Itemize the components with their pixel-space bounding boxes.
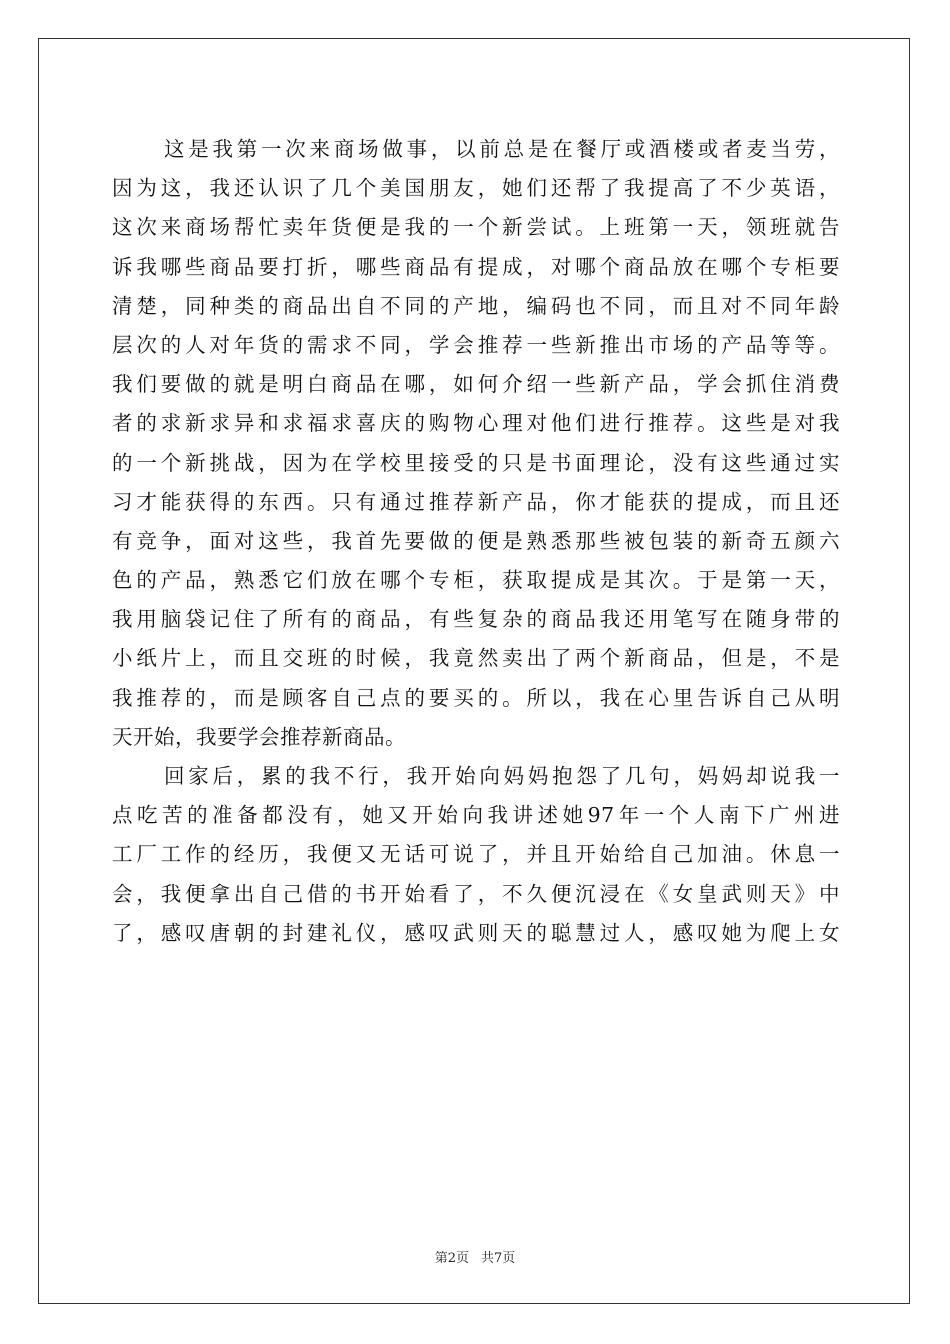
page-number-current: 第2页 — [434, 1251, 469, 1266]
text-line-5: 清楚，同种类的商品出自不同的产地，编码也不同，而且对不同年龄 — [112, 293, 840, 318]
text-line-16: 天开始，我要学会推荐新商品。 — [112, 724, 406, 749]
document-body — [112, 130, 840, 953]
page-footer — [0, 1247, 950, 1266]
text-line-1: 这是我第一次来商场做事，以前总是在餐厅或酒楼或者麦当劳， — [164, 137, 840, 161]
page-number-total: 共7页 — [481, 1251, 516, 1266]
text-line-14: 小纸片上，而且交班的时候，我竟然卖出了两个新商品，但是，不是 — [112, 646, 840, 671]
text-line-7: 我们要做的就是明白商品在哪，如何介绍一些新产品，学会抓住消费 — [112, 372, 840, 397]
text-line-12: 色的产品，熟悉它们放在哪个专柜，获取提成是其次。于是第一天， — [112, 568, 840, 593]
text-line-2: 因为这，我还认识了几个美国朋友，她们还帮了我提高了不少英语， — [112, 176, 840, 201]
text-line-15: 我推荐的，而是顾客自己点的要买的。所以，我在心里告诉自己从明 — [112, 685, 840, 710]
text-line-9: 的一个新挑战，因为在学校里接受的只是书面理论，没有这些通过实 — [112, 450, 840, 475]
text-line-11: 有竞争，面对这些，我首先要做的便是熟悉那些被包装的新奇五颜六 — [112, 528, 840, 553]
text-line-3: 这次来商场帮忙卖年货便是我的一个新尝试。上班第一天，领班就告 — [112, 215, 840, 240]
text-line-6: 层次的人对年货的需求不同，学会推荐一些新推出市场的产品等等。 — [112, 332, 840, 357]
text-line-20: 会，我便拿出自己借的书开始看了，不久便沉浸在《女皇武则天》中 — [112, 881, 840, 906]
text-line-8: 者的求新求异和求福求喜庆的购物心理对他们进行推荐。这些是对我 — [112, 411, 840, 436]
text-line-21: 了，感叹唐朝的封建礼仪，感叹武则天的聪慧过人，感叹她为爬上女 — [112, 920, 840, 945]
text-line-18: 点吃苦的准备都没有，她又开始向我讲述她97年一个人南下广州进 — [112, 803, 840, 828]
text-line-19: 工厂工作的经历，我便又无话可说了，并且开始给自己加油。休息一 — [112, 842, 840, 867]
text-line-10: 习才能获得的东西。只有通过推荐新产品，你才能获的提成，而且还 — [112, 489, 840, 514]
text-line-4: 诉我哪些商品要打折，哪些商品有提成，对哪个商品放在哪个专柜要 — [112, 254, 840, 279]
text-line-13: 我用脑袋记住了所有的商品，有些复杂的商品我还用笔写在随身带的 — [112, 607, 840, 632]
text-line-17: 回家后，累的我不行，我开始向妈妈抱怨了几句，妈妈却说我一 — [164, 764, 840, 788]
